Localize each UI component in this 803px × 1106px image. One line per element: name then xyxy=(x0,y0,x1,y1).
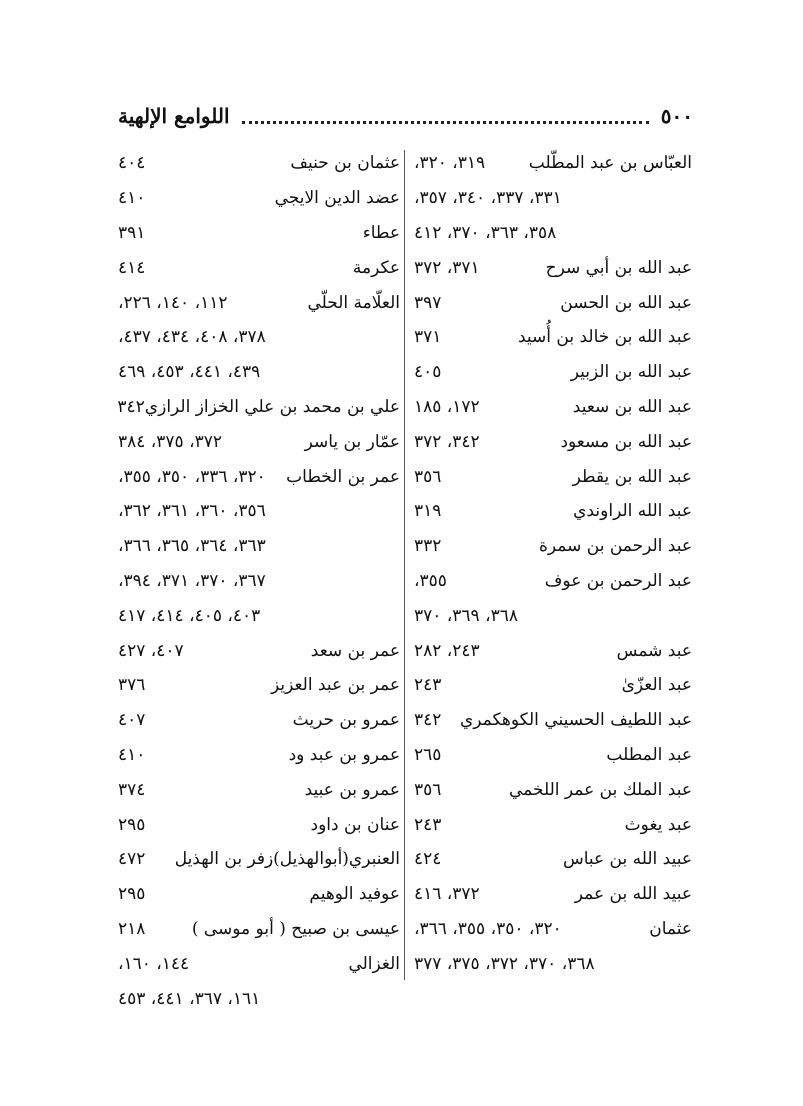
entry-name: عمرو بن عبيد xyxy=(304,779,400,800)
index-entry xyxy=(116,807,400,842)
index-entry xyxy=(116,459,400,494)
entry-pages: ٣٩٧ xyxy=(414,292,442,313)
entry-name: عبد الله بن خالد بن أُسيد xyxy=(517,327,692,348)
index-column-left xyxy=(116,146,400,1016)
entry-pages: ٤١٠ xyxy=(118,744,146,765)
entry-pages: ٣٧٢، ٣٧٥، ٣٨٤ xyxy=(118,431,222,452)
page-number: ٥٠٠ xyxy=(660,104,693,128)
entry-pages: ٣٥٨، ٣٦٣، ٣٧٠، ٤١٢ xyxy=(414,222,557,243)
entry-pages: ٣٥٥، xyxy=(414,570,447,591)
entry-pages: ٣٢٠، ٣٣٦، ٣٥٠، ٣٥٥، xyxy=(118,466,266,487)
entry-name: عبد يغوث xyxy=(624,814,692,835)
entry-name: عبد الله الراوندي xyxy=(573,501,692,522)
index-entry xyxy=(412,494,692,529)
entry-pages: ٢٤٣ xyxy=(414,814,442,835)
index-entry xyxy=(116,842,400,877)
entry-name: عبد الله بن سعيد xyxy=(572,396,692,417)
index-entry xyxy=(412,807,692,842)
entry-name: عبيد الله بن عمر xyxy=(574,884,692,905)
index-entry xyxy=(412,772,692,807)
index-entry-continuation xyxy=(412,216,692,251)
entry-pages: ٣٥٦ xyxy=(414,779,442,800)
entry-name: عطاء xyxy=(362,222,400,243)
entry-pages: ٢١٨ xyxy=(118,918,146,939)
entry-pages: ٣٥٦، ٣٦٠، ٣٦١، ٣٦٢، xyxy=(118,501,266,522)
index-entry xyxy=(412,738,692,773)
index-entry xyxy=(412,564,692,599)
entry-name: عبد الله بن أبي سرح xyxy=(545,257,692,278)
entry-name: عبد العزّىٰ xyxy=(621,675,692,696)
entry-name: عمّار بن ياسر xyxy=(304,431,400,452)
entry-pages: ٤٠٣، ٤٠٥، ٤١٤، ٤١٧ xyxy=(118,605,261,626)
book-title: اللوامع الإلهية xyxy=(118,104,230,128)
entry-name: عبد الله بن يقطر xyxy=(572,466,692,487)
entry-name: العلّامة الحلّي xyxy=(307,292,400,313)
entry-pages: ٣٦٣، ٣٦٤، ٣٦٥، ٣٦٦، xyxy=(118,536,266,557)
entry-pages: ٢٤٣ xyxy=(414,675,442,696)
index-entry xyxy=(116,912,400,947)
entry-pages: ٤٠٧ xyxy=(118,710,146,731)
index-entry-continuation xyxy=(116,598,400,633)
entry-name: عوفيد الوهيم xyxy=(309,884,400,905)
entry-name: عمرو بن عبد ود xyxy=(288,744,400,765)
entry-pages: ٣٧٦ xyxy=(118,675,146,696)
index-entry xyxy=(412,320,692,355)
index-entry xyxy=(412,877,692,912)
entry-name: عبيد الله بن عباس xyxy=(562,849,692,870)
index-entry xyxy=(116,772,400,807)
entry-pages: ٣٤٢، ٣٧٢ xyxy=(414,431,480,452)
entry-name: عبد اللطيف الحسيني الكوهكمري xyxy=(459,710,692,731)
index-entry xyxy=(412,390,692,425)
entry-pages: ٢٦٥ xyxy=(414,744,442,765)
index-entry-continuation xyxy=(412,946,692,981)
entry-name: عثمان بن حنيف xyxy=(290,153,400,174)
index-entry xyxy=(412,424,692,459)
entry-name: عنان بن داود xyxy=(310,814,400,835)
entry-pages: ٣٧٨، ٤٠٨، ٤٣٤، ٤٣٧، xyxy=(118,327,266,348)
entry-name: عضد الدين الايجي xyxy=(274,188,400,209)
entry-name: عمر بن عبد العزيز xyxy=(270,675,400,696)
entry-pages: ٣١٩، ٣٢٠، xyxy=(414,153,486,174)
index-entry xyxy=(412,529,692,564)
index-entry xyxy=(412,355,692,390)
entry-name: عبد الله بن مسعود xyxy=(560,431,692,452)
entry-name: عبد المطلب xyxy=(606,744,692,765)
index-entry xyxy=(116,946,400,981)
entry-pages: ٢٤٣، ٢٨٢ xyxy=(414,640,480,661)
entry-pages: ٤٢٤ xyxy=(414,849,442,870)
index-entry xyxy=(412,285,692,320)
entry-pages: ٣٩١ xyxy=(118,222,146,243)
entry-name: عمر بن سعد xyxy=(310,640,400,661)
index-entry xyxy=(412,146,692,181)
entry-pages: ١١٢، ١٤٠، ٢٢٦، xyxy=(118,292,228,313)
index-entry xyxy=(116,390,400,425)
index-entry-continuation xyxy=(412,181,692,216)
index-entry xyxy=(412,668,692,703)
entry-pages: ١٦١، ٣٦٧، ٤٤١، ٤٥٣ xyxy=(118,988,261,1009)
header-leader-dots xyxy=(242,121,649,124)
index-column-right xyxy=(412,146,692,981)
index-entry xyxy=(412,250,692,285)
entry-name: عبد الله بن الزبير xyxy=(570,362,692,383)
entry-pages: ١٧٢، ١٨٥ xyxy=(414,396,480,417)
entry-pages: ٤٧٢ xyxy=(118,849,146,870)
index-entry xyxy=(116,146,400,181)
entry-name: عبد الرحمن بن سمرة xyxy=(539,536,692,557)
entry-name: عيسى بن صبيح ( أبو موسى ) xyxy=(191,918,400,939)
entry-pages: ٤١٤ xyxy=(118,257,146,278)
entry-name: عمر بن الخطاب xyxy=(286,466,400,487)
entry-name: عبد الملك بن عمر اللخمي xyxy=(508,779,692,800)
entry-pages: ٣٧١ xyxy=(414,327,442,348)
index-entry xyxy=(116,633,400,668)
entry-pages: ٤٠٤ xyxy=(118,153,146,174)
index-entry-continuation xyxy=(116,355,400,390)
entry-name: عبد شمس xyxy=(616,640,692,661)
entry-pages: ٣٦٨، ٣٦٩، ٣٧٠ xyxy=(414,605,518,626)
entry-pages: ٣٧٤ xyxy=(118,779,146,800)
index-entry xyxy=(116,216,400,251)
index-entry xyxy=(116,181,400,216)
entry-name: عبد الرحمن بن عوف xyxy=(544,570,692,591)
entry-pages: ٣٦٨، ٣٧٠، ٣٧٢، ٣٧٥، ٣٧٧ xyxy=(414,953,595,974)
entry-pages: ٣٥٦ xyxy=(414,466,442,487)
entry-pages: ٤٣٩، ٤٤١، ٤٥٣، ٤٦٩ xyxy=(118,362,261,383)
index-entry-continuation xyxy=(116,494,400,529)
index-entry xyxy=(116,877,400,912)
entry-name: عبد الله بن الحسن xyxy=(560,292,692,313)
entry-pages: ٢٩٥ xyxy=(118,884,146,905)
entry-name: الغزالي xyxy=(348,953,400,974)
index-entry-continuation xyxy=(116,320,400,355)
index-entry xyxy=(116,285,400,320)
entry-pages: ٣٧٢، ٤١٦ xyxy=(414,884,480,905)
index-entry xyxy=(116,250,400,285)
column-divider xyxy=(404,150,405,980)
entry-name: علي بن محمد بن علي الخزاز الرازي xyxy=(144,396,400,417)
index-entry xyxy=(412,633,692,668)
entry-pages: ١٤٤، ١٦٠، xyxy=(118,953,190,974)
index-entry xyxy=(412,912,692,947)
index-entry xyxy=(116,424,400,459)
entry-pages: ٤١٠ xyxy=(118,188,146,209)
entry-pages: ٣٣٢ xyxy=(414,536,442,557)
index-entry-continuation xyxy=(116,564,400,599)
index-entry xyxy=(412,842,692,877)
entry-pages: ٣٤٢ xyxy=(414,710,442,731)
entry-pages: ٣٣١، ٣٣٧، ٣٤٠، ٣٥٧، xyxy=(414,188,562,209)
entry-pages: ٢٩٥ xyxy=(118,814,146,835)
entry-pages: ٣٦٧، ٣٧٠، ٣٧١، ٣٩٤، xyxy=(118,570,266,591)
index-entry xyxy=(116,738,400,773)
entry-name: عثمان xyxy=(649,918,692,939)
running-header xyxy=(118,100,693,132)
index-entry xyxy=(116,668,400,703)
entry-pages: ٤٠٥ xyxy=(414,362,442,383)
index-entry xyxy=(412,703,692,738)
entry-pages: ٣٢٠، ٣٥٠، ٣٥٥، ٣٦٦، xyxy=(414,918,562,939)
index-entry xyxy=(412,459,692,494)
entry-pages: ٣١٩ xyxy=(414,501,442,522)
entry-name: عمرو بن حريث xyxy=(292,710,400,731)
entry-pages: ٣٧١، ٣٧٢ xyxy=(414,257,480,278)
index-entry-continuation xyxy=(116,529,400,564)
entry-name: عكرمة xyxy=(352,257,400,278)
entry-name: العبّاس بن عبد المطّلب xyxy=(528,153,692,174)
index-entry xyxy=(116,703,400,738)
entry-pages: ٣٤٢ xyxy=(117,396,145,417)
index-entry-continuation xyxy=(116,981,400,1016)
entry-pages: ٤٠٧، ٤٢٧ xyxy=(118,640,184,661)
entry-name: العنبري(أبوالهذيل)زفر بن الهذيل xyxy=(174,849,400,870)
index-entry-continuation xyxy=(412,598,692,633)
